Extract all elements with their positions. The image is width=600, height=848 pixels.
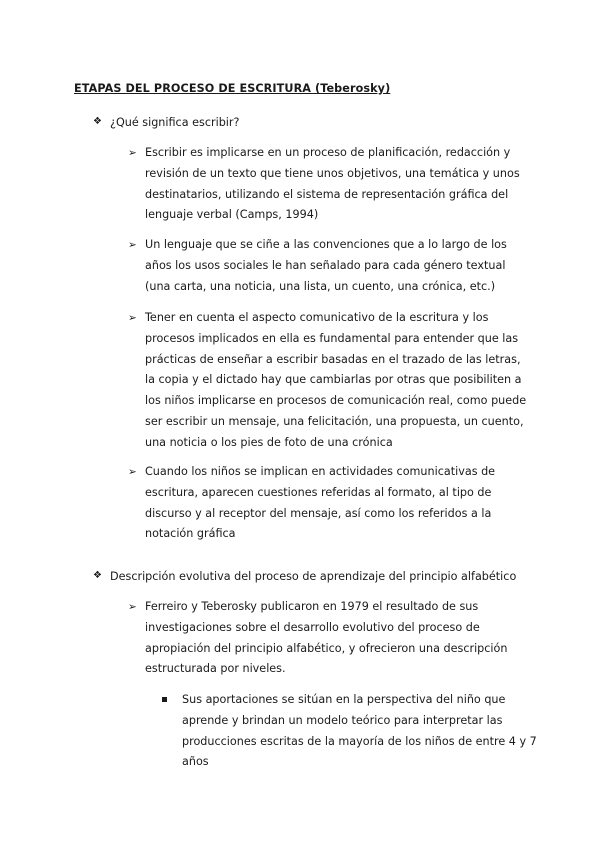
- list-item-text: Un lenguaje que se ciñe a las convenciones que a lo largo de los años los usos sociales le han señalado para cada género textual (una carta, una noticia, una lista, un cuento, una crónica, etc.): [145, 238, 507, 293]
- list-item: [128, 597, 528, 680]
- diamond-bullet-icon: ❖: [93, 570, 102, 581]
- list-item: [128, 235, 528, 297]
- arrow-bullet-icon: ➢: [128, 147, 137, 159]
- section-heading-text: ¿Qué significa escribir?: [110, 116, 240, 129]
- arrow-bullet-icon: ➢: [128, 466, 137, 478]
- list-item: [128, 143, 528, 226]
- square-bullet-icon: [162, 697, 167, 702]
- arrow-bullet-icon: ➢: [128, 312, 137, 324]
- list-item: [128, 462, 528, 545]
- arrow-bullet-icon: ➢: [128, 239, 137, 251]
- sub-list-item: [162, 690, 542, 773]
- list-item-text: Tener en cuenta el aspecto comunicativo de la escritura y los procesos implicados en ella es fundamental para entender que las prácticas de enseñar a escribir basadas en el trazado de las letras, la copia y el dictado hay que cambiarlas por otras que posibiliten a los niños implicarse en procesos de comunicación real, como puede ser escribir un mensaje, una felicitación, una propuesta, un cuento, una noticia o los pies de foto de una crónica: [145, 311, 527, 449]
- document-title: ETAPAS DEL PROCESO DE ESCRITURA (Teberosky): [74, 82, 391, 95]
- arrow-bullet-icon: ➢: [128, 601, 137, 613]
- sub-list-item-text: Sus aportaciones se sitúan en la perspectiva del niño que aprende y brindan un modelo teórico para interpretar las producciones escritas de la mayoría de los niños de entre 4 y 7 años: [182, 693, 537, 769]
- list-item-text: Escribir es implicarse en un proceso de planificación, redacción y revisión de un texto que tiene unos objetivos, una temática y unos destinatarios, utilizando el sistema de representación gráfica del lenguaje verbal (Camps, 1994): [145, 146, 520, 222]
- list-item-text: Ferreiro y Teberosky publicaron en 1979 el resultado de sus investigaciones sobre el desarrollo evolutivo del proceso de apropiación del principio alfabético, y ofrecieron una descripción estructurada por niveles.: [145, 600, 508, 676]
- diamond-bullet-icon: ❖: [93, 116, 102, 127]
- section-heading-text: Descripción evolutiva del proceso de aprendizaje del principio alfabético: [110, 570, 517, 583]
- list-item-text: Cuando los niños se implican en actividades comunicativas de escritura, aparecen cuestiones referidas al formato, al tipo de discurso y al receptor del mensaje, así como los referidos a la notación gráfica: [145, 465, 496, 541]
- list-item: [128, 308, 528, 454]
